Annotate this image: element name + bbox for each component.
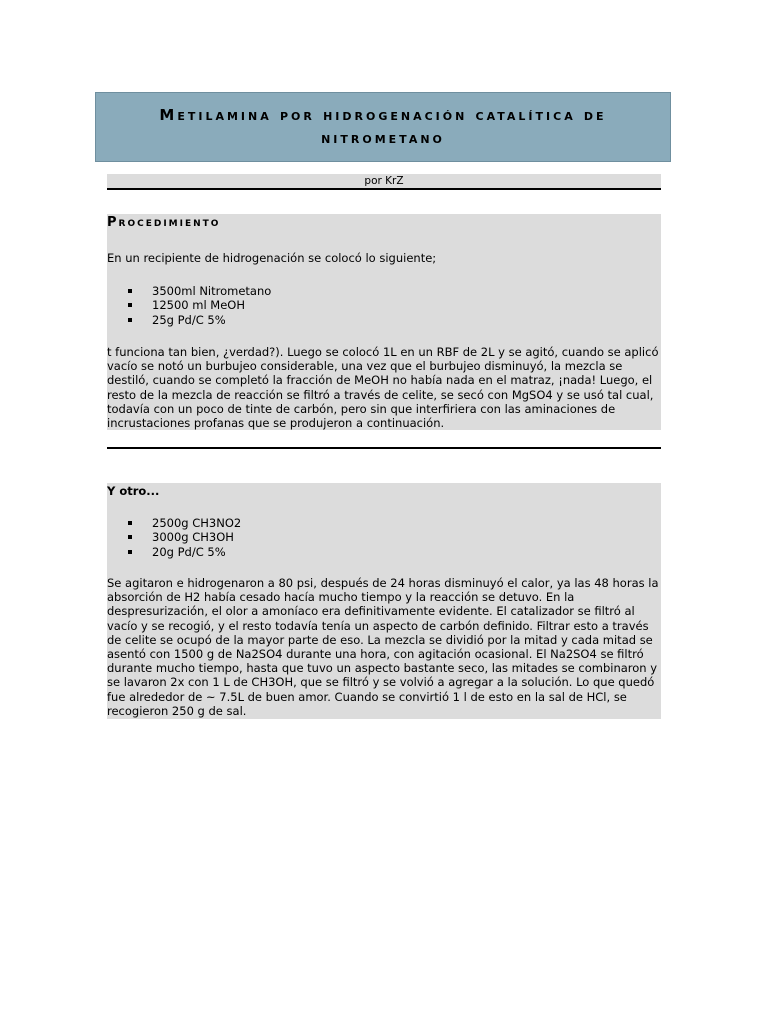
section-divider (107, 447, 661, 449)
list-item (128, 545, 241, 559)
page-title: Metilamina por hidrogenación catalítica de nitrometano (159, 106, 607, 147)
section-heading-procedure: Procedimiento (107, 215, 221, 230)
list-item-text: 3000g CH3OH (152, 530, 234, 545)
procedure-ingredient-list (128, 284, 271, 327)
square-bullet-icon (128, 521, 132, 525)
square-bullet-icon (128, 550, 132, 554)
another-ingredient-list (128, 516, 241, 559)
list-item (128, 530, 241, 544)
list-item (128, 284, 271, 298)
section-heading-another: Y otro... (107, 484, 160, 498)
square-bullet-icon (128, 535, 132, 539)
procedure-intro: En un recipiente de hidrogenación se colocó lo siguiente; (107, 251, 437, 265)
another-body-text: Se agitaron e hidrogenaron a 80 psi, después de 24 horas disminuyó el calor, ya las 48 horas la absorción de H2 había cesado hacía mucho tiempo y la reacción se detuvo. En la despresurización, el olor a amoníaco era definitivamente evidente. El catalizador se filtró al vacío y se recogió, y el resto todavía tenía un aspecto de carbón definido. Filtrar esto a través de celite se ocupó de la mayor parte de eso. La mezcla se dividió por la mitad y cada mitad se asentó con 1500 g de Na2SO4 durante una hora, con agitación ocasional. El Na2SO4 se filtró durante mucho tiempo, hasta que tuvo un aspecto bastante seco, las mitades se combinaron y se lavaron 2x con 1 L de CH3OH, que se filtró y se volvió a agregar a la solución. Lo que quedó fue alrededor de ~ 7.5L de buen amor. Cuando se convirtió 1 l de esto en la sal de HCl, se recogieron 250 g de sal. (107, 576, 659, 718)
title-banner (95, 92, 671, 162)
list-item-text: 2500g CH3NO2 (152, 516, 242, 530)
procedure-body-text: t funciona tan bien, ¿verdad?). Luego se colocó 1L en un RBF de 2L y se agitó, cuando se aplicó vacío se notó un burbujeo considerable, una vez que el burbujeo disminuyó, la mezcla se destiló, cuando se completó la fracción de MeOH no había nada en el matraz, ¡nada! Luego, el resto de la mezcla de reacción se filtró a través de celite, se secó con MgSO4 y se usó tal cual, todavía con un poco de tinte de carbón, pero sin que interfiriera con las aminaciones de incrustaciones profanas que se produjeron a continuación. (107, 345, 659, 431)
list-item (128, 516, 241, 530)
list-item (128, 313, 271, 327)
square-bullet-icon (128, 318, 132, 322)
list-item-text: 20g Pd/C 5% (152, 544, 226, 559)
square-bullet-icon (128, 289, 132, 293)
byline: por KrZ (107, 174, 661, 190)
list-item (128, 298, 271, 312)
square-bullet-icon (128, 303, 132, 307)
list-item-text: 3500ml Nitrometano (152, 284, 272, 298)
list-item-text: 12500 ml MeOH (152, 298, 245, 313)
list-item-text: 25g Pd/C 5% (152, 312, 226, 327)
